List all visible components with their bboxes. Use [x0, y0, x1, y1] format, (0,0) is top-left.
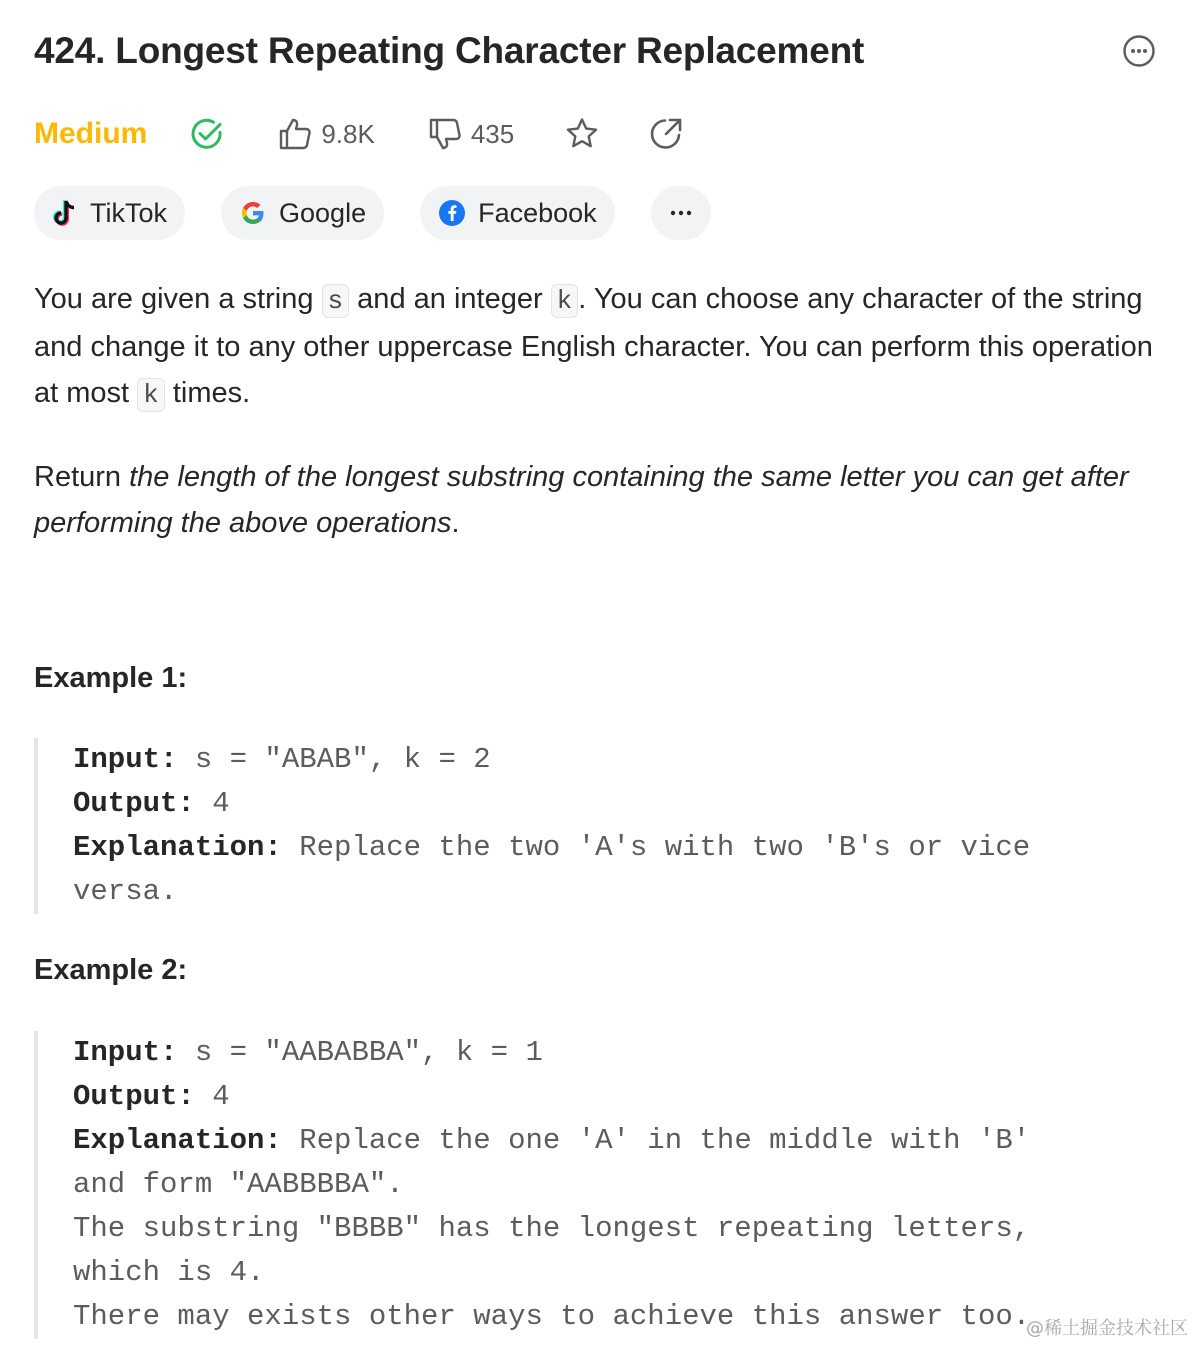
example-explanation: Explanation: Replace the two 'A's with two 'B's or vice: [73, 831, 1031, 864]
like-count: 9.8K: [321, 118, 375, 149]
example-input: Input: s = "ABAB", k = 2: [73, 743, 491, 776]
example-output: Output: 4: [73, 787, 230, 820]
inline-code-k: k: [551, 284, 579, 318]
example-explanation-line: The substring "BBBB" has the longest repeating letters,: [73, 1212, 1031, 1245]
tag-label: Facebook: [478, 197, 597, 228]
meta-row: [34, 110, 684, 158]
statement-paragraph-2: Return the length of the longest substring containing the same letter you can get after performing the above operations.: [34, 461, 1129, 539]
thumbs-down-icon: [427, 116, 463, 152]
example-output: Output: 4: [73, 1080, 230, 1113]
facebook-logo-icon: [438, 199, 466, 227]
share-icon[interactable]: [648, 116, 684, 152]
example-1-block: [34, 738, 1164, 914]
example-1-title: Example 1:: [34, 662, 188, 694]
tag-label: Google: [279, 197, 367, 228]
thumbs-up-icon: [277, 116, 313, 152]
more-circle-icon[interactable]: [1122, 34, 1156, 68]
like-button[interactable]: [277, 116, 375, 152]
tag-google[interactable]: [221, 186, 384, 240]
star-icon[interactable]: [564, 116, 600, 152]
tag-facebook[interactable]: [420, 186, 615, 240]
company-tags: [34, 186, 747, 240]
tiktok-logo-icon: [52, 199, 78, 227]
example-explanation-line: which is 4.: [73, 1256, 265, 1289]
dislike-button[interactable]: [427, 116, 514, 152]
more-icon: [669, 210, 693, 216]
tag-tiktok[interactable]: [34, 186, 185, 240]
check-circle-icon: [189, 116, 225, 152]
example-2-title: Example 2:: [34, 954, 188, 986]
title-row: [34, 26, 1164, 76]
watermark: @稀土掘金技术社区: [1026, 1318, 1188, 1339]
inline-code-s: s: [322, 284, 350, 318]
example-explanation-line: versa.: [73, 875, 178, 908]
example-explanation-line: There may exists other ways to achieve this answer too.: [73, 1300, 1031, 1333]
tag-label: TikTok: [90, 197, 168, 228]
example-explanation: Explanation: Replace the one 'A' in the middle with 'B': [73, 1124, 1031, 1157]
statement-paragraph-1: You are given a string s and an integer k . You can choose any character of the string and change it to any other uppercase English character. You can perform this operation at most k times.: [34, 283, 1153, 410]
problem-title[interactable]: 424. Longest Repeating Character Replacement: [34, 30, 865, 71]
more-tags-button[interactable]: [651, 186, 711, 240]
difficulty-badge: Medium: [34, 117, 148, 150]
inline-code-k: k: [137, 378, 165, 412]
example-2-block: [34, 1031, 1164, 1339]
problem-statement: [34, 276, 1164, 546]
dislike-count: 435: [470, 118, 515, 149]
google-logo-icon: [239, 199, 267, 227]
example-input: Input: s = "AABABBA", k = 1: [73, 1036, 543, 1069]
example-explanation-line: and form "AABBBBA".: [73, 1168, 404, 1201]
